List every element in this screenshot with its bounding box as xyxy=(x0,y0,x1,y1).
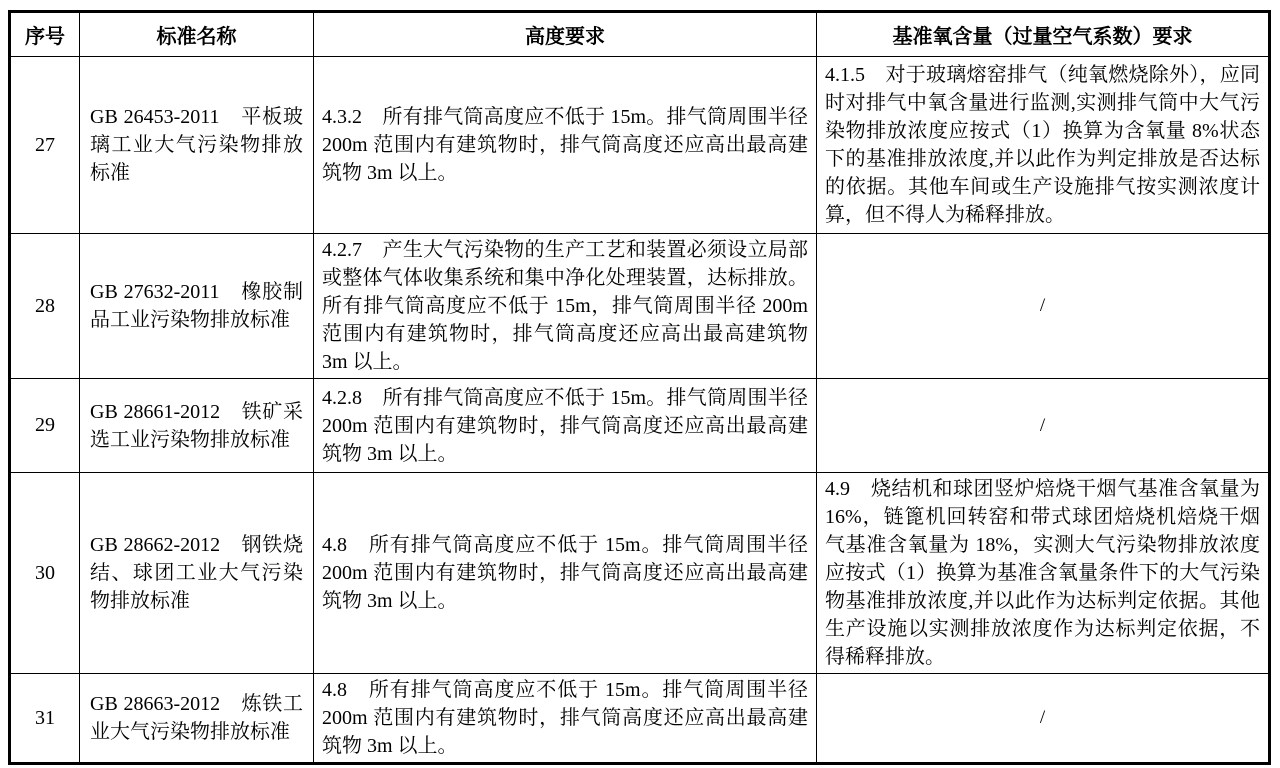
height-requirement-cell: 4.8 所有排气筒高度应不低于 15m。排气筒周围半径 200m 范围内有建筑物时，排气筒高度还应高出最高建筑物 3m 以上。 xyxy=(314,473,817,674)
table-row xyxy=(10,674,1270,764)
oxygen-requirement-cell: 4.9 烧结机和球团竖炉焙烧干烟气基准含氧量为 16%，链篦机回转窑和带式球团焙烧机焙烧干烟气基准含氧量为 18%，实测大气污染物排放浓度应按式（1）换算为基准含氧量条件下的大气污染物基准排放浓度,并以此作为达标判定依据。其他生产设施以实测排放浓度作为达标判定依据，不得稀释排放。 xyxy=(817,473,1270,674)
serial-cell: 31 xyxy=(10,674,80,764)
oxygen-requirement-cell: / xyxy=(817,234,1270,379)
serial-cell: 29 xyxy=(10,379,80,473)
height-requirement-cell: 4.3.2 所有排气筒高度应不低于 15m。排气筒周围半径 200m 范围内有建筑物时，排气筒高度还应高出最高建筑物 3m 以上。 xyxy=(314,57,817,234)
table-row xyxy=(10,234,1270,379)
height-requirement-cell: 4.2.7 产生大气污染物的生产工艺和装置必须设立局部或整体气体收集系统和集中净化处理装置，达标排放。所有排气筒高度应不低于 15m，排气筒周围半径 200m 范围内有建筑物时，排气筒高度还应高出最高建筑物 3m 以上。 xyxy=(314,234,817,379)
oxygen-requirement-cell: 4.1.5 对于玻璃熔窑排气（纯氧燃烧除外），应同时对排气中氧含量进行监测,实测排气筒中大气污染物排放浓度应按式（1）换算为含氧量 8%状态下的基准排放浓度,并以此作为判定排放是否达标的依据。其他车间或生产设施排气按实测浓度计算，但不得人为稀释排放。 xyxy=(817,57,1270,234)
height-requirement-cell: 4.2.8 所有排气筒高度应不低于 15m。排气筒周围半径 200m 范围内有建筑物时，排气筒高度还应高出最高建筑物 3m 以上。 xyxy=(314,379,817,473)
table-row xyxy=(10,473,1270,674)
col-header-height-requirement: 高度要求 xyxy=(314,12,817,57)
oxygen-requirement-cell: / xyxy=(817,379,1270,473)
table-header-row xyxy=(10,12,1270,57)
standard-name-cell: GB 28661-2012 铁矿采选工业污染物排放标准 xyxy=(80,379,314,473)
col-header-serial: 序号 xyxy=(10,12,80,57)
table-row xyxy=(10,57,1270,234)
height-requirement-cell: 4.8 所有排气筒高度应不低于 15m。排气筒周围半径 200m 范围内有建筑物时，排气筒高度还应高出最高建筑物 3m 以上。 xyxy=(314,674,817,764)
standards-table xyxy=(8,10,1271,765)
oxygen-requirement-cell: / xyxy=(817,674,1270,764)
col-header-standard-name: 标准名称 xyxy=(80,12,314,57)
col-header-oxygen-requirement: 基准氧含量（过量空气系数）要求 xyxy=(817,12,1270,57)
standard-name-cell: GB 27632-2011 橡胶制品工业污染物排放标准 xyxy=(80,234,314,379)
table-row xyxy=(10,379,1270,473)
serial-cell: 28 xyxy=(10,234,80,379)
serial-cell: 30 xyxy=(10,473,80,674)
standard-name-cell: GB 28662-2012 钢铁烧结、球团工业大气污染物排放标准 xyxy=(80,473,314,674)
standard-name-cell: GB 28663-2012 炼铁工业大气污染物排放标准 xyxy=(80,674,314,764)
standard-name-cell: GB 26453-2011 平板玻璃工业大气污染物排放标准 xyxy=(80,57,314,234)
serial-cell: 27 xyxy=(10,57,80,234)
